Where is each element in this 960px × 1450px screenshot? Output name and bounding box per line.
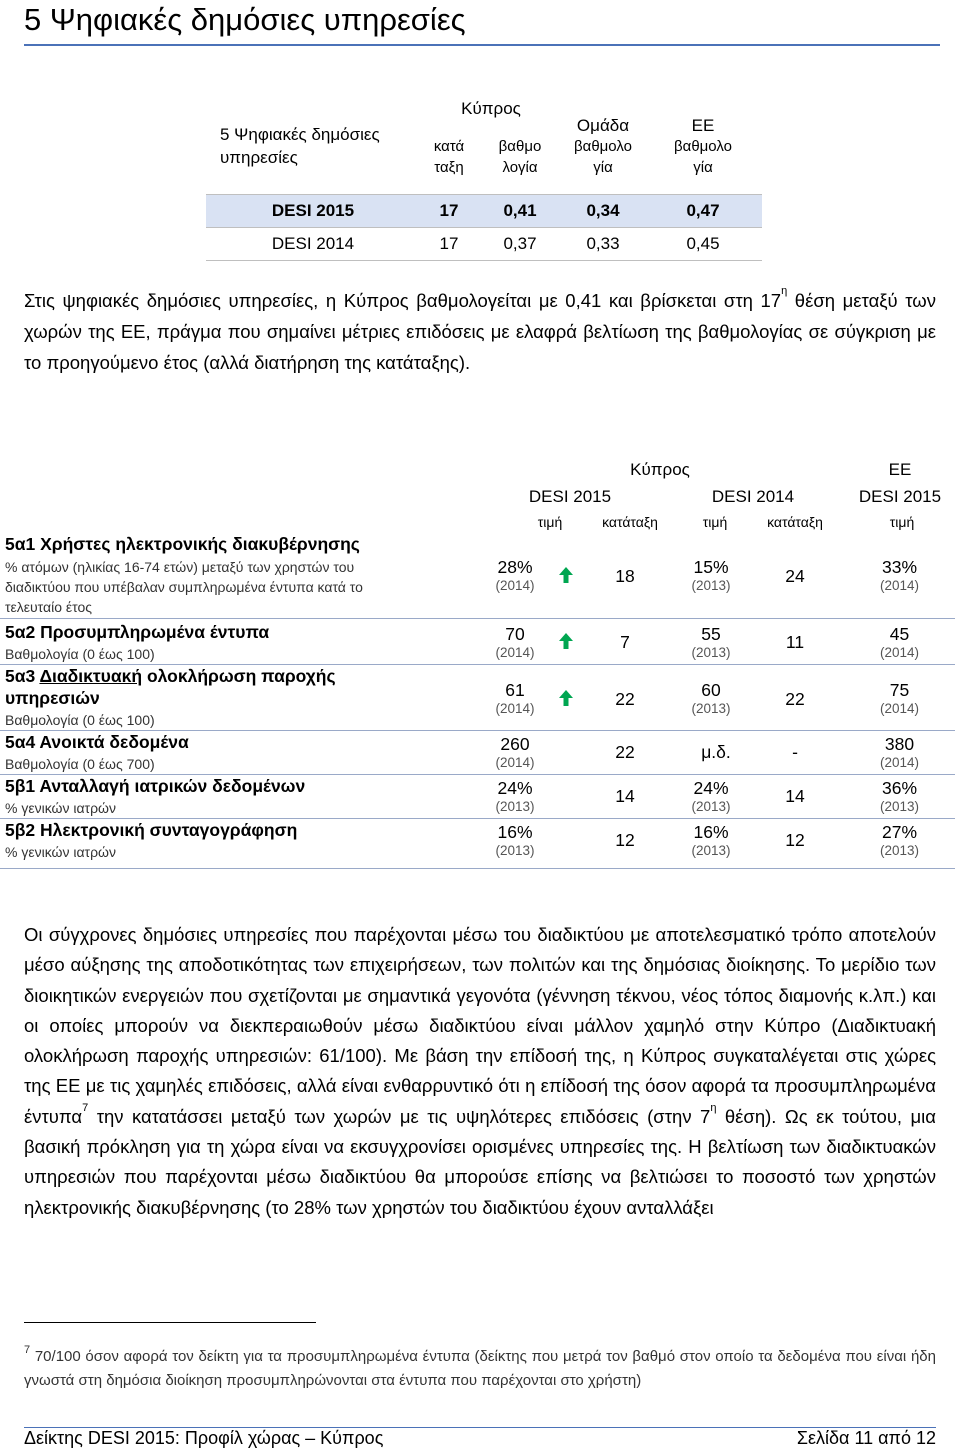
summary-group-eu: [644, 98, 762, 195]
value-2014: [676, 557, 746, 595]
footnote-text: 70/100 όσον αφορά τον δείκτη για τα προσυμπληρωμένα έντυπα (δείκτης που μετρά τον βαθμό στον οποίο τα δεδομένα που είναι ήδη γνωστά στη δημόσια διοίκηση προσυμπληρώνονται στα έντυπα που παρέχονται στο χρήστη): [24, 1348, 936, 1389]
value-2015-number: 260: [500, 734, 530, 754]
value-eu: [862, 734, 937, 772]
ind-head-eu: ΕΕ: [888, 460, 912, 479]
rank-2014: 24: [785, 566, 805, 586]
summary-col-eu-2: γία: [693, 158, 713, 176]
summary-group-cyprus: [420, 98, 562, 195]
value-eu-year: (2014): [879, 578, 920, 593]
ind-sub-value-2015: τιμή: [537, 514, 563, 530]
summary-col-eu-1: βαθμολο: [674, 137, 732, 155]
indicator-row: [0, 732, 960, 776]
indicators-table: [0, 452, 960, 870]
body-sup: η: [710, 1101, 717, 1114]
value-2015-year: (2014): [495, 701, 535, 716]
indicator-title-part: 5α3: [5, 666, 40, 686]
value-2015: [480, 624, 550, 662]
indicator-desc: % γενικών ιατρών: [5, 800, 116, 816]
indicator-row: [0, 776, 960, 820]
rank-2015: 22: [615, 689, 635, 709]
footnote-number: 7: [24, 1344, 31, 1356]
indicator-desc: % ατόμων (ηλικίας 16-74 ετών) μεταξύ των χρηστών του: [5, 559, 355, 575]
rank-2015: 7: [620, 632, 630, 652]
intro-sup: η: [781, 285, 788, 297]
indicator-row: [0, 820, 960, 866]
ind-head-cyprus: Κύπρος: [630, 460, 690, 479]
summary-row-2014: [206, 228, 762, 261]
indicator-title: 5α1 Χρήστες ηλεκτρονικής διακυβέρνησης: [5, 534, 360, 554]
footer-title: Δείκτης DESI 2015: Προφίλ χώρας – Κύπρος: [24, 1428, 384, 1448]
value-2015-year: (2013): [495, 799, 535, 814]
summary-group-cyprus-label: Κύπρος: [461, 99, 521, 118]
body-text-2: την κατατάσσει μεταξύ των χωρών με τις υψηλότερες επιδόσεις (στην 7: [88, 1105, 711, 1127]
intro-text-2: θέση μεταξύ των χωρών της ΕΕ, πράγμα που σημαίνει μέτριες επιδόσεις με ελαφρά βελτίωση της βαθμολογίας σε σύγκριση με το προηγούμενο έτος (αλλά διατήρηση της κατάταξης).: [24, 290, 936, 373]
value-eu-year: (2013): [879, 799, 920, 814]
intro-paragraph: [24, 285, 936, 378]
arrow-up-icon: [559, 633, 573, 649]
body-text-3: θέση). Ως εκ τούτου, μια βασική πρόκληση για τη χώρα είναι να εκσυγχρονίσει ορισμένες υπηρεσίες της. Η βελτίωση των διαδικτυακών υπηρεσιών που παρέχονται μέσω διαδικτύου θα μπορούσε επίσης να βελτιώσει το ποσοστό των χρηστών ηλεκτρονικής διακυβέρνησης (το 28% των χρηστών του διαδικτύου έχουν ανταλλάξει: [24, 1105, 936, 1218]
value-eu: [862, 778, 937, 816]
summary-row-rank: 17: [420, 228, 478, 261]
value-2014-number: 16%: [693, 822, 729, 842]
value-2015-number: 70: [505, 624, 525, 644]
summary-col-rank: [420, 119, 478, 194]
rank-2015: 12: [615, 830, 635, 850]
value-2014-number: 15%: [693, 557, 729, 577]
ind-sub-rank-2015: κατάταξη: [602, 514, 658, 530]
summary-row-label: DESI 2015: [206, 195, 420, 228]
value-2014-year: (2013): [691, 578, 731, 593]
value-2014: [676, 624, 746, 662]
summary-col-peer-2: γία: [593, 158, 613, 176]
row-divider: [0, 664, 955, 665]
indicator-row: [0, 666, 960, 730]
indicator-desc: τελευταίο έτος: [5, 599, 92, 615]
summary-col-rank-1: κατά: [433, 137, 465, 155]
body-text-1: Οι σύγχρονες δημόσιες υπηρεσίες που παρέχονται μέσω του διαδικτύου με αποτελεσματικό τρόπο αποτελούν μέσο αύξησης της αποδοτικότητας των επιχειρήσεων, των πολιτών και της δημόσιας διοίκησης. Το μερίδιο των διοικητικών ενεργειών που σχετίζονται με σημαντικά γεγονότα (γέννηση τέκνου, νέος τόπος διαμονής κ.λπ.) και οι οποίες μπορούν να διεκπεραιωθούν μέσω διαδικτύου είναι μάλλον χαμηλό στην Κύπρο (Διαδικτυακή ολοκλήρωση παροχής υπηρεσιών: 61/100). Με βάση την επίδοσή της, η Κύπρος συγκαταλέγεται στις χώρες της ΕΕ με τις χαμηλές επιδόσεις, αλλά είναι ενθαρρυντικό ότι η επίδοσή της όσον αφορά τα προσυμπληρωμένα έντυπα: [24, 924, 936, 1127]
value-2014-year: (2013): [691, 843, 731, 858]
footnote-ref[interactable]: 7: [82, 1101, 89, 1114]
page-heading-text: 5 Ψηφιακές δημόσιες υπηρεσίες: [24, 2, 466, 37]
indicator-title: 5α2 Προσυμπληρωμένα έντυπα: [5, 622, 270, 642]
summary-col-rank-2: ταξη: [434, 158, 464, 176]
footnote-rule: [24, 1322, 316, 1323]
body-paragraph: [24, 920, 936, 1223]
summary-row-2015: [206, 195, 762, 228]
indicator-title: [5, 666, 336, 687]
value-eu-number: 45: [889, 624, 910, 644]
summary-row-score: 0,41: [478, 195, 562, 228]
rank-2014: 11: [785, 632, 805, 652]
arrow-up-icon: [559, 690, 573, 706]
rank-2015: 18: [615, 566, 635, 586]
value-2014-number: 60: [701, 680, 721, 700]
summary-title: [206, 98, 420, 195]
ind-sub-rank-2014: κατάταξη: [767, 514, 823, 530]
value-2014-year: (2013): [691, 701, 731, 716]
ind-head-desi2015: DESI 2015: [528, 487, 612, 506]
row-divider: [0, 618, 955, 619]
summary-title-line1: 5 Ψηφιακές δημόσιες: [220, 125, 380, 144]
summary-title-line2: υπηρεσίες: [220, 148, 298, 167]
value-2014: [676, 778, 746, 816]
rank-2014: -: [792, 742, 798, 762]
ind-sub-value-eu: τιμή: [889, 514, 915, 530]
summary-col-score-1: βαθμο: [498, 137, 542, 155]
value-2014-number: 24%: [693, 778, 729, 798]
value-eu-number: 27%: [881, 822, 918, 842]
rank-2015: 22: [615, 742, 635, 762]
summary-group-peer: [562, 98, 644, 195]
summary-row-peer: 0,34: [562, 195, 644, 228]
footnote: [24, 1345, 936, 1393]
indicator-title-link[interactable]: Διαδικτυακή: [39, 666, 143, 686]
value-eu: [862, 557, 937, 595]
row-divider: [0, 774, 955, 775]
value-2015-year: (2014): [495, 578, 535, 593]
summary-group-eu-label: ΕΕ: [691, 115, 715, 135]
summary-group-peer-label: Ομάδα: [576, 115, 630, 135]
page-number: Σελίδα 11 από 12: [796, 1428, 936, 1448]
summary-table: [206, 98, 762, 261]
rank-2014: 22: [785, 689, 805, 709]
value-2014: [676, 680, 746, 718]
indicator-title-line2: υπηρεσιών: [5, 688, 100, 708]
indicator-title-part: ολοκλήρωση παροχής: [142, 666, 336, 686]
value-eu-number: 380: [884, 734, 915, 754]
value-2015: [480, 557, 550, 595]
summary-row-label: DESI 2014: [206, 228, 420, 261]
value-2014-number: μ.δ.: [701, 742, 731, 762]
indicator-desc: Βαθμολογία (0 έως 100): [5, 646, 155, 662]
row-divider: [0, 730, 955, 731]
value-2015: [480, 778, 550, 816]
value-eu-number: 33%: [881, 557, 918, 577]
summary-col-score-2: λογία: [502, 158, 538, 176]
indicator-title: 5β2 Ηλεκτρονική συνταγογράφηση: [5, 820, 298, 840]
value-2015: [480, 680, 550, 718]
value-2015: [480, 734, 550, 772]
summary-row-eu: 0,47: [644, 195, 762, 228]
value-eu-number: 36%: [881, 778, 918, 798]
value-2015-year: (2013): [495, 843, 535, 858]
ind-head-desi2014: DESI 2014: [711, 487, 795, 506]
intro-text-1: Στις ψηφιακές δημόσιες υπηρεσίες, η Κύπρος βαθμολογείται με 0,41 και βρίσκεται στη 17: [24, 290, 782, 311]
value-2015-number: 61: [505, 680, 525, 700]
value-2014-year: (2013): [691, 799, 731, 814]
summary-col-peer-1: βαθμολο: [574, 137, 632, 155]
value-2015-number: 28%: [497, 557, 533, 577]
indicator-desc: Βαθμολογία (0 έως 700): [5, 756, 155, 772]
value-eu: [862, 822, 937, 860]
value-eu-number: 75: [889, 680, 910, 700]
value-2015-year: (2014): [495, 645, 535, 660]
value-eu-year: (2014): [879, 645, 920, 660]
page-heading: [24, 0, 940, 46]
summary-row-score: 0,37: [478, 228, 562, 261]
indicator-title: 5β1 Ανταλλαγή ιατρικών δεδομένων: [5, 776, 306, 796]
value-2014: [676, 822, 746, 860]
summary-header-row: [206, 98, 762, 195]
rank-2015: 14: [615, 786, 635, 806]
value-2015-number: 24%: [497, 778, 533, 798]
indicator-desc: Βαθμολογία (0 έως 100): [5, 712, 155, 728]
value-2015-number: 16%: [497, 822, 533, 842]
value-2014-number: 55: [701, 624, 721, 644]
value-eu-year: (2014): [879, 755, 920, 770]
row-divider: [0, 868, 955, 869]
row-divider: [0, 818, 955, 819]
value-2015-year: (2014): [495, 755, 535, 770]
value-eu: [862, 624, 937, 662]
arrow-up-icon: [559, 567, 573, 583]
ind-head-eu-desi2015: DESI 2015: [858, 487, 942, 506]
value-eu-year: (2013): [879, 843, 920, 858]
value-2014-year: (2013): [691, 645, 731, 660]
summary-col-score: [478, 119, 562, 194]
indicator-title: 5α4 Ανοικτά δεδομένα: [5, 732, 189, 752]
indicator-desc: % γενικών ιατρών: [5, 844, 116, 860]
summary-row-eu: 0,45: [644, 228, 762, 261]
value-eu: [862, 680, 937, 718]
summary-row-rank: 17: [420, 195, 478, 228]
rank-2014: 12: [785, 830, 805, 850]
ind-sub-value-2014: τιμή: [702, 514, 728, 530]
indicator-row: [0, 532, 960, 616]
value-2015: [480, 822, 550, 860]
summary-row-peer: 0,33: [562, 228, 644, 261]
indicator-desc: διαδικτύου που υπέβαλαν συμπληρωμένα έντυπα κατά το: [5, 579, 363, 595]
rank-2014: 14: [785, 786, 805, 806]
value-eu-year: (2014): [879, 701, 920, 716]
